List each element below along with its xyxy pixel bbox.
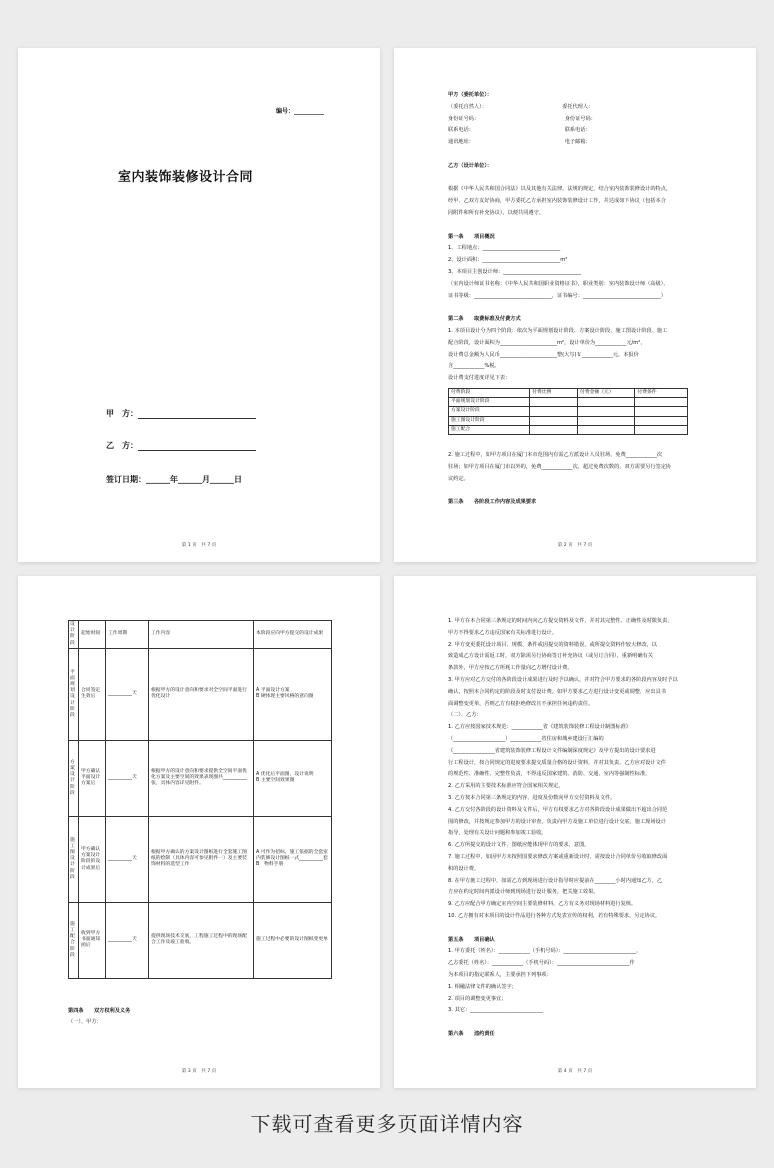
- result-cell: A 可作为招标，施工依据的全套室内装修设计图纸一式__________套 B 物料手册: [254, 816, 332, 902]
- text-line: 8. 在甲方施工过程中，如需乙方到现场进行设计指导时应提前在________小时内通知乙方，乙: [448, 877, 663, 884]
- text-line: 致造成乙方设计需返工时，双方除需另行协商签订补充协议（或另订合同），重新明确有关: [448, 653, 653, 660]
- section-heading: 甲方（委托单位）：: [448, 92, 493, 98]
- page-2: [394, 48, 756, 562]
- text-line: 3. 其它：____________________________: [448, 1007, 543, 1014]
- page-footer: 第 3 页 共 7 页: [181, 1069, 217, 1074]
- party-a-signature: 甲 方：: [106, 408, 256, 419]
- table-header-cell: 设计阶段: [69, 621, 79, 649]
- text-line: 3. 甲方应对乙方交付的各阶段设计成果进行及时予以确认，并对符合甲方要求的各阶段内容及时予以: [448, 677, 678, 683]
- text-line: 4. 乙方交付各阶段的设计资料及文件后，甲方有权要求乙方对各阶段设计成果做出不超出合同范: [448, 806, 668, 813]
- text-line: 同附件和所有补充协议），以便共同遵守。: [448, 210, 544, 216]
- content-cell: 根据甲方的设计意向和要求对全空间平面进行优化设计: [149, 648, 254, 740]
- text-line: 行工程设计，按合同规定的进度要求提交质量合格的设计资料，并对其负责，乙方应对设计文件: [448, 759, 666, 766]
- content-cell: 根据甲方的设计意向和要求提供全空间平面优化方案及主要空间的效果表现图共__________张，具体内容详见附件。: [149, 740, 254, 816]
- result-cell: A 平面设计方案 B 硬体现主要风格的意向图: [254, 648, 332, 740]
- text-line: 9. 乙方应配合甲方确定室内空间主要装修材料，乙方有义务对现场材料进行复核。: [448, 901, 637, 908]
- text-line: 2. 项目的调整变更事宜；: [448, 995, 507, 1002]
- page-footer: 第 4 页 共 7 页: [557, 1069, 593, 1074]
- text-line: 6. 乙方所提交的设计文件、图纸应能体现甲方的要求，意图。: [448, 842, 590, 849]
- text-line: 2. 乙方采用的主要技术标准应符合国家相关规定。: [448, 783, 564, 790]
- text-line: 7. 施工过程中，如因甲方未按照国要求修改方案或重新设计时，需按设计合同单价另收取修改面: [448, 854, 668, 860]
- text-line: 1. 乙方应按国家技术规范：____________省《建筑装饰装修工程设计制图标准》: [448, 724, 631, 731]
- section-heading: 第五条 项目确认: [448, 936, 495, 943]
- table-row: [449, 407, 688, 416]
- text-line: 1. 甲方在本合同第三条规定的时间内向乙方提交资料及文件，并对其完整性、正确性及时限负责，: [448, 618, 673, 624]
- section-heading: 第一条 项目概况: [448, 233, 495, 240]
- stage-cell: 施工配合阶段: [69, 902, 79, 978]
- fee-stage-cell: 方案设计阶段: [449, 407, 530, 416]
- text-line: 证书等级：______________________________，证书编号：______________________________）: [448, 292, 666, 299]
- text-line: 条款外，甲方应按乙方所耗工作量向乙方增付设计费。: [448, 665, 573, 672]
- table-header-cell: 付费比例: [530, 389, 578, 398]
- text-line: 2、设计面积：______________________________m²: [448, 257, 568, 264]
- text-line: 议约定。: [448, 475, 469, 482]
- text-line: 乙方委托（姓名）：____________（手机号码）：____________________________作: [448, 960, 635, 967]
- stage-cell: 施工图设计阶段: [69, 816, 79, 902]
- text-line: 1. 本项目设计分为四个阶段：依次为平面规划设计阶段、方案设计阶段、施工图设计阶段、施工: [448, 328, 668, 334]
- text-line: 确认，按照本合同约定的阶段及时支付设计费。如甲方要求乙方进行设计变更或调整，应出具书: [448, 688, 666, 695]
- fee-stage-cell: 施工配合: [449, 425, 530, 434]
- stage-cell: 平面规划设计阶段: [69, 648, 79, 740]
- text-line: 1、工程地点：______________________________: [448, 245, 561, 252]
- text-line: 面调整变更单，否则乙方有权拒绝修改且不承担任何违约责任。: [448, 700, 594, 707]
- table-row: [69, 740, 332, 816]
- page-1: [18, 48, 380, 562]
- party-b-signature: 乙 方：: [106, 440, 256, 451]
- table-row: [449, 398, 688, 407]
- text-line: 含____________%税。: [448, 363, 500, 370]
- page-footer: 第 1 页 共 7 页: [181, 543, 217, 548]
- table-row: [69, 902, 332, 978]
- page-footer: 第 2 页 共 7 页: [557, 543, 593, 548]
- table-row: [449, 425, 688, 434]
- sign-date: 签订日期：______年______月______日: [106, 475, 242, 484]
- text-line: 经甲、乙双方友好协商，甲方委托乙方承担室内装饰装修设计工作，并达成如下协议（包括本合: [448, 198, 666, 205]
- text-line: 根据《中华人民共和国合同法》以及其他有关法律，法规的规定，结合室内装饰装修设计的特点，: [448, 186, 672, 193]
- text-line: （一）、甲方：: [68, 1019, 102, 1025]
- table-header-cell: 本阶段应向甲方提交的设计成果: [254, 621, 332, 649]
- text-line: 联系电话： 联系电话：: [448, 127, 591, 134]
- text-line: 《________________省建筑装饰装修工程设计文件编制深度规定》及甲方提出的设计要求进: [448, 747, 656, 754]
- start-cell: 合同签定生效后: [79, 648, 106, 740]
- text-line: 甲方不得要求乙方违反国家有关标准进行设计。: [448, 629, 557, 636]
- text-line: 为本项目的指定联系人，主要承担下列事项：: [448, 972, 552, 978]
- text-line: 3、本项目主创设计师：______________________________: [448, 269, 581, 275]
- text-line: 积的设计费。: [448, 865, 480, 872]
- period-cell: __________天: [106, 816, 149, 902]
- section-heading: 乙方（设计单位）：: [448, 162, 493, 169]
- text-line: 配合阶段，设计面积为______________________m²，设计单价为____________元/m²，: [448, 339, 646, 346]
- text-line: 2. 施工过程中，如甲方项目在厦门本市范围内有需乙方派设计人员驻场，免费____________次: [448, 452, 663, 458]
- table-header-row: [69, 621, 332, 649]
- document-title: 室内装饰装修设计合同: [118, 170, 254, 185]
- section-heading: 第六条 违约责任: [448, 1031, 495, 1037]
- page-4: [394, 576, 756, 1088]
- text-line: 围的修改，并按规定参加甲方的设计审查，负责向甲方及施工单位进行设计交底，施工现场设计: [448, 818, 666, 825]
- section-heading: 第四条 双方权利及义务: [68, 1008, 131, 1014]
- table-header-cell: 起始时间: [79, 621, 106, 649]
- text-line: （二）、乙方：: [448, 712, 482, 719]
- section-heading: 第二条 取费标准及付费方式: [448, 316, 521, 323]
- fee-stage-cell: 平面规划设计阶段: [449, 398, 530, 407]
- text-line: 3. 乙方按本合同第三条规定的内容、进度及份数向甲方交付资料及文件。: [448, 795, 616, 801]
- start-cell: 收到甲方书面通知函后: [79, 902, 106, 978]
- period-cell: __________天: [106, 740, 149, 816]
- section-heading: 第三条 各阶段工作内容及成果要求: [448, 499, 537, 506]
- stage-cell: 方案设计阶段: [69, 740, 79, 816]
- table-header-row: [449, 389, 688, 398]
- table-header-cell: 付费条件: [635, 389, 688, 398]
- start-cell: 甲方确认方案设计阶段的设计成果后: [79, 816, 106, 902]
- text-line: 驻场；如甲方项目在厦门市以外的，免费____________次，超过免费次数的，双方需要另行签定协: [448, 463, 672, 470]
- text-line: 身份证号码： 身份证号码：: [448, 115, 596, 122]
- text-line: 设计费总金额为人民币______________________整(大写)￥____________元，本报价: [448, 351, 639, 358]
- table-header-cell: 工作内容: [149, 621, 254, 649]
- text-line: （____________________）____________省住房和城乡建设厅汇编的: [448, 736, 604, 742]
- text-line: 通讯地址： 电子邮箱：: [448, 139, 591, 146]
- fee-schedule-table: [448, 388, 688, 435]
- table-row: [69, 648, 332, 740]
- table-header-cell: 付费金额（元）: [578, 389, 635, 398]
- period-cell: __________天: [106, 902, 149, 978]
- period-cell: __________天: [106, 648, 149, 740]
- result-cell: A 优化后平面图，设计说明 B 主要空间效果图: [254, 740, 332, 816]
- table-header-cell: 工作周期: [106, 621, 149, 649]
- text-line: 1. 甲方委托（姓名）：____________（手机号码）：____________________________，: [448, 948, 642, 955]
- table-header-cell: 付费阶段: [449, 389, 530, 398]
- download-caption: 下载可查看更多页面详情内容: [250, 1112, 524, 1136]
- text-line: 设计费支付进度详见下表：: [448, 375, 511, 382]
- content-cell: 根据甲方确认的方案设计图纸进行全套施工图纸的绘制（具体内容可参见附件一）及主要装饰材料的选型工作: [149, 816, 254, 902]
- stage-work-table: [68, 620, 332, 979]
- text-line: 1. 相融法律文件的确认签字；: [448, 983, 517, 990]
- text-line: 方应在约定时间内派设计师到现场进行设计服务，把关施工效果。: [448, 889, 599, 896]
- text-line: （室内设计师证书名称：《中华人民共和国职业资格证书》，职业类别：室内装饰设计师（高级），: [448, 280, 669, 287]
- fee-stage-cell: 施工图设计阶段: [449, 416, 530, 425]
- page-3: [18, 576, 380, 1088]
- text-line: 的规范性、准确性、完整性负责，不得违反国家建筑、消防、交通、室内等强制性标准。: [448, 771, 651, 778]
- start-cell: 甲方确认平面设计方案后: [79, 740, 106, 816]
- content-cell: 提供现场技术交底，工程施工过程中的现场配合工作及竣工验收。: [149, 902, 254, 978]
- table-row: [449, 416, 688, 425]
- table-row: [69, 816, 332, 902]
- text-line: 10. 乙方拥有对本项目的设计作品进行各种方式发表宣传的权利，若有特殊要求，另定协议。: [448, 913, 661, 919]
- text-line: （委托自然人）： 委托代理人：: [448, 103, 594, 110]
- text-line: 指导，处理有关设计问题和参加竣工验收。: [448, 830, 547, 837]
- document-number: 编号：__________: [275, 108, 324, 115]
- result-cell: 施工过程中必要的设计图纸变更单: [254, 902, 332, 978]
- text-line: 2. 甲方变更委托设计项目、规模、条件或因提交的资料错误，或所提交资料作较大修改，以: [448, 641, 657, 648]
